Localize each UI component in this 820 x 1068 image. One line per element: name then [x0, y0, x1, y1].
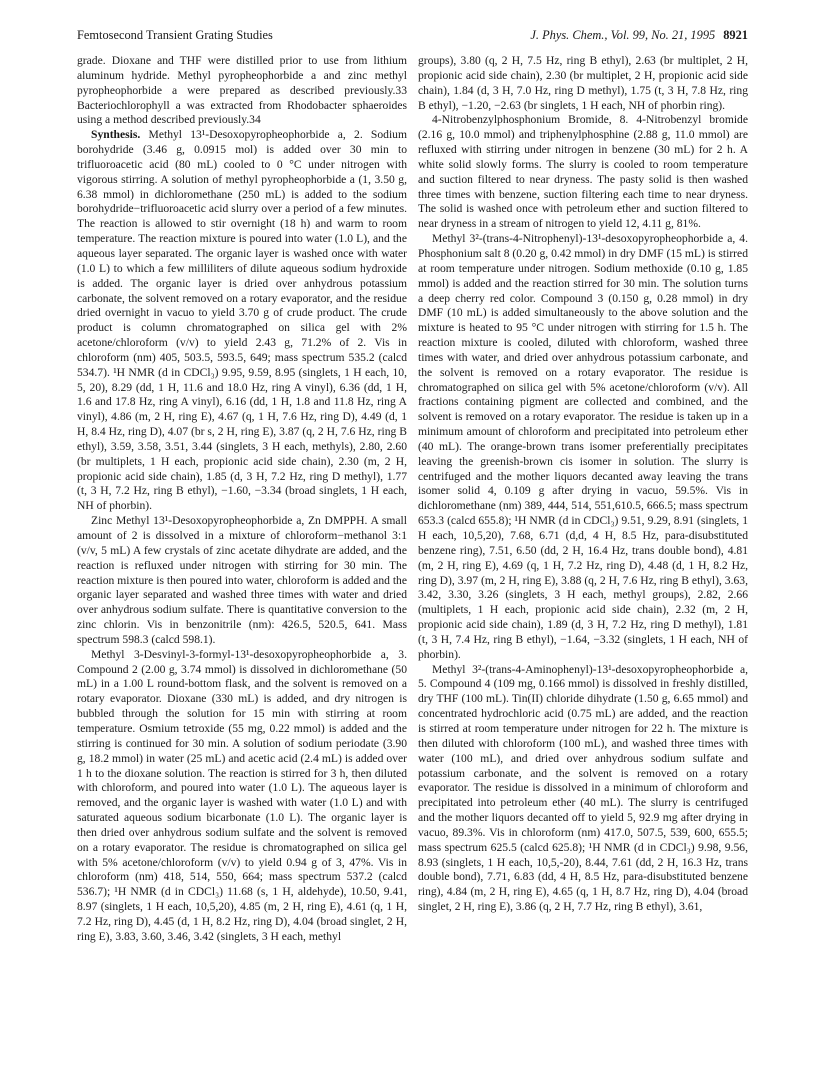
paragraph-text: groups), 3.80 (q, 2 H, 7.5 Hz, ring B ethyl), 2.63 (br multiplet, 2 H, propionic acid side chain), 2.30 (br multiplet, 2 H, propionic acid side chain), 1.84 (d, 3 H, 7.0 Hz, ring D methyl), 1.75 (t, 3 H, 7.8 Hz, ring B ethyl), −1.20, −2.63 (br singlets, 1 H each, NH of phorbin ring). — [418, 54, 748, 112]
running-title: Femtosecond Transient Grating Studies — [77, 28, 273, 42]
paragraph — [418, 663, 748, 915]
paragraph-text: Methyl 13¹-Desoxopyropheophorbide a, 2. Sodium borohydride (3.46 g, 0.0915 mol) is added over 30 min to trifluoroacetic acid (80 mL) cooled to 0 °C under nitrogen with vigorous stirring. A solution of methyl pyropheophorbide a (1, 3.50 g, 6.38 mmol) in dichloromethane (250 mL) is added to the sodium borohydride−trifluoroacetic acid slurry over a period of a few minutes. The reaction is allowed to stir overnight (18 h) and warm to room temperature. The reaction mixture is poured into water (1.0 L), and the aqueous layer separated. The organic layer is washed once with water (1.0 L) to which a few milliliters of dilute aqueous sodium hydroxide is added. The organic layer is dried over anhydrous potassium carbonate, the solvent removed on a rotary evaporator, and the residue dried overnight in vacuo to yield 3.70 g of crude product. The crude product is column chromatographed on silica gel with 2% acetone/chloroform (v/v) to yield 2.43 g, 71.2% of 2. Vis in chloroform (nm) 405, 503.5, 593.5, 649; mass spectrum 535.2 (calcd 534.7). ¹H NMR (d in CDCl₃) 9.95, 9.59, 8.95 (singlets, 1 H each, 10, 5, 20), 8.29 (dd, 1 H, 11.6 and 18.0 Hz, ring A vinyl), 6.36 (dd, 1 H, 1.6 and 17.8 Hz, ring A vinyl), 6.16 (dd, 1 H, 1.8 and 11.8 Hz, ring A vinyl), 4.86 (m, 2 H, ring E), 4.67 (q, 1 H, 7.6 Hz, ring D), 4.49 (d, 1 H, 8.4 Hz, ring D), 4.07 (br s, 2 H, ring E), 3.87 (q, 2 H, 7.6 Hz, ring B ethyl), 3.59, 3.58, 3.51, 3.44 (singlets, 3 H each, methyls), 2.80, 2.60 (br multiplets, 1 H each, propionic acid side chain), 2.30 (m, 2 H, propionic acid side chain), 1.85 (d, 3 H, 7.2 Hz, ring D methyl), 1.77 (t, 3 H, 7.2 Hz, ring B ethyl), −1.60, −3.34 (broad singlets, 1 H each, NH of phorbin). — [77, 128, 407, 513]
paragraph — [418, 54, 748, 113]
paragraph — [77, 648, 407, 945]
paragraph — [77, 54, 407, 128]
paragraph-text: Methyl 3²-(trans-4-Nitrophenyl)-13¹-desoxopyropheophorbide a, 4. Phosphonium salt 8 (0.20 g, 0.42 mmol) in dry DMF (15 mL) is stirred at room temperature under nitrogen. Sodium methoxide (0.10 g, 1.85 mmol) is added and the reaction stirred for 30 min. The solution turns a deep cherry red color. Compound 3 (0.150 g, 0.28 mmol) in dry DMF (10 mL) is added simultaneously to the above solution and the mixture is heated to 95 °C under nitrogen with stirring for 1.5 h. The reaction mixture is cooled, diluted with chloroform, washed three times with water, and dried over anhydrous potassium carbonate, and the solvent is removed on a rotary evaporator. The residue is chromatographed on silica gel with 5% acetone/chloroform (v/v). All fractions containing pigment are collected and combined, and the solvent is removed on a rotary evaporator. The residue is taken up in a minimum amount of chloroform and precipitated into petroleum ether (40 mL). The orange-brown trans isomer preferentially precipitates leaving the greenish-brown cis isomer in solution. The slurry is centrifuged and the mother liquors decanted away leaving the trans isomer solid 4, 0.109 g after drying in vacuo, 59.5%. Vis in dichloromethane (nm) 389, 444, 514, 551,610.5, 666.5; mass spectrum 653.3 (calcd 655.8); ¹H NMR (d in CDCl₃) 9.51, 9.29, 8.91 (singlets, 1 H each, 10,5,20), 7.68, 6.71 (d,d, 4 H, 8.5 Hz, para-disubstituted benzene ring), 7.51, 6.50 (dd, 2 H, 16.4 Hz, trans double bond), 4.81 (m, 2 H, ring E), 4.69 (q, 1 H, 7.2 Hz, ring D), 4.48 (d, 1 H, 8.2 Hz, ring D), 3.97 (m, 2 H, ring E), 3.88 (q, 2 H, 7.6 Hz, ring B ethyl), 3.63, 3.42, 3.30, 3.26 (singlets, 3 H each, methyl groups), 2.82, 2.66 (multiplets, 1 H each, propionic acid side chain), 2.32 (m, 2 H, propionic acid side chain), 1.89 (d, 3 H, 7.2 Hz, ring D methyl), 1.81 (t, 3 H, 7.4 Hz, ring B ethyl), −1.64, −3.32 (singlets, 1 H each, NH of phorbin). — [418, 232, 748, 661]
paragraph — [418, 113, 748, 232]
paragraph-text: Methyl 3-Desvinyl-3-formyl-13¹-desoxopyropheophorbide a, 3. Compound 2 (2.00 g, 3.74 mmol) is dissolved in dichloromethane (50 mL) in a 1.00 L round-bottom flask, and the solvent is removed on a rotary evaporator. Dioxane (330 mL) is added, and dry nitrogen is bubbled through the solution for 15 min with stirring at room temperature. Osmium tetroxide (55 mg, 0.22 mmol) is added and the stirring is continued for 30 min. A solution of sodium periodate (3.90 g, 18.2 mmol) in water (25 mL) and acetic acid (2.4 mL) is added over 1 h to the dioxane solution. The reaction is stirred for 3 h, then diluted with chloroform, and poured into water (1.0 L). The aqueous layer is removed, and the organic layer is washed with water (1.0 L) and with saturated aqueous sodium bicarbonate (1.0 L). The organic layer is then dried over anhydrous sodium sulfate and the solvent is removed on a rotary evaporator. The residue is chromatographed on silica gel with 5% acetone/chloroform (v/v) to yield 0.94 g of 3, 47%. Vis in chloroform (nm) 418, 514, 550, 664; mass spectrum 537.2 (calcd 536.7); ¹H NMR (d in CDCl₃) 11.68 (s, 1 H, aldehyde), 10.50, 9.41, 8.97 (singlets, 1 H each, 10,5,20), 4.85 (m, 2 H, ring E), 4.61 (q, 1 H, 7.2 Hz, ring D), 4.45 (d, 1 H, 8.2 Hz, ring D), 4.04 (broad singlet, 2 H, ring E), 3.83, 3.60, 3.46, 3.42 (singlets, 3 H each, methyl — [77, 647, 407, 943]
paragraph-text: 4-Nitrobenzylphosphonium Bromide, 8. 4-Nitrobenzyl bromide (2.16 g, 10.0 mmol) and triphenylphosphine (2.88 g, 11.0 mmol) are refluxed with stirring under nitrogen in benzene (30 mL) for 2 h. A white solid slowly forms. The slurry is cooled to room temperature and suction filtered to near dryness. The pasty solid is then washed three times with benzene, suction filtering each time to near dryness. The solid is washed once with petroleum ether and suction filtered to near dryness in a stream of nitrogen to yield 12, 4.11 g, 81%. — [418, 113, 748, 231]
section-heading: Synthesis. — [91, 128, 141, 142]
paragraph — [418, 232, 748, 662]
left-column — [77, 54, 407, 945]
page-number: 8921 — [723, 28, 748, 42]
running-header — [77, 28, 748, 46]
journal-citation — [530, 28, 748, 43]
journal-name: J. Phys. Chem., Vol. 99, No. 21, 1995 — [530, 28, 716, 42]
paragraph — [77, 514, 407, 648]
paragraph-text: Methyl 3²-(trans-4-Aminophenyl)-13¹-desoxopyropheophorbide a, 5. Compound 4 (109 mg, 0.166 mmol) is dissolved in freshly distilled, dry THF (100 mL). Tin(II) chloride dihydrate (1.50 g, 6.65 mmol) and concentrated hydrochloric acid (0.75 mL) are added, and the reaction is stirred at room temperature under nitrogen for 22 h. The mixture is then diluted with chloroform (100 mL), and washed three times with water (100 mL), and dried over anhydrous sodium sulfate and potassium carbonate, and the solvent is removed on a rotary evaporator. The residue is dissolved in a minimum of chloroform and precipitated into petroleum ether (40 mL). The slurry is centrifuged and the mother liquors decanted off to yield 5, 92.9 mg after drying in vacuo, 89.3%. Vis in chloroform (nm) 417.0, 507.5, 539, 600, 655.5; mass spectrum 625.5 (calcd 625.8); ¹H NMR (d in CDCl₃) 9.98, 9.56, 8.93 (singlets, 1 H each, 10,5,-20), 8.44, 7.61 (dd, 2 H, 16.3 Hz, trans double bond), 7.71, 6.83 (dd, 4 H, 8.5 Hz, para-disubstituted benzene ring), 4.84 (m, 2 H, ring E), 4.65 (q, 1 H, 8.7 Hz, ring D), 4.04 (broad singlet, 2 H, ring E), 3.86 (q, 2 H, 7.7 Hz, ring B ethyl), 3.61, — [418, 662, 748, 914]
paragraph-text: Zinc Methyl 13¹-Desoxopyropheophorbide a, Zn DMPPH. A small amount of 2 is dissolved in a mixture of chloroform−methanol 3:1 (v/v, 5 mL) A few crystals of zinc acetate dihydrate are added, and the reaction is refluxed under nitrogen with stirring for 30 min. The reaction mixture is then poured into water, chloroform is added and the organic layer separated and washed three times with water and dried over anhydrous sodium sulfate. There is quantitative conversion to the zinc chlorin. Vis in benzonitrile (nm): 426.5, 520.5, 641. Mass spectrum 598.3 (calcd 598.1). — [77, 514, 407, 646]
paragraph — [77, 128, 407, 514]
paragraph-text: grade. Dioxane and THF were distilled prior to use from lithium aluminum hydride. Methyl pyropheophorbide a and zinc methyl pyropheophorbide a were prepared as described previously.33 Bacteriochlorophyll a was extracted from Rhodobacter sphaeroides using a method described previously.34 — [77, 54, 407, 127]
right-column — [418, 54, 748, 915]
